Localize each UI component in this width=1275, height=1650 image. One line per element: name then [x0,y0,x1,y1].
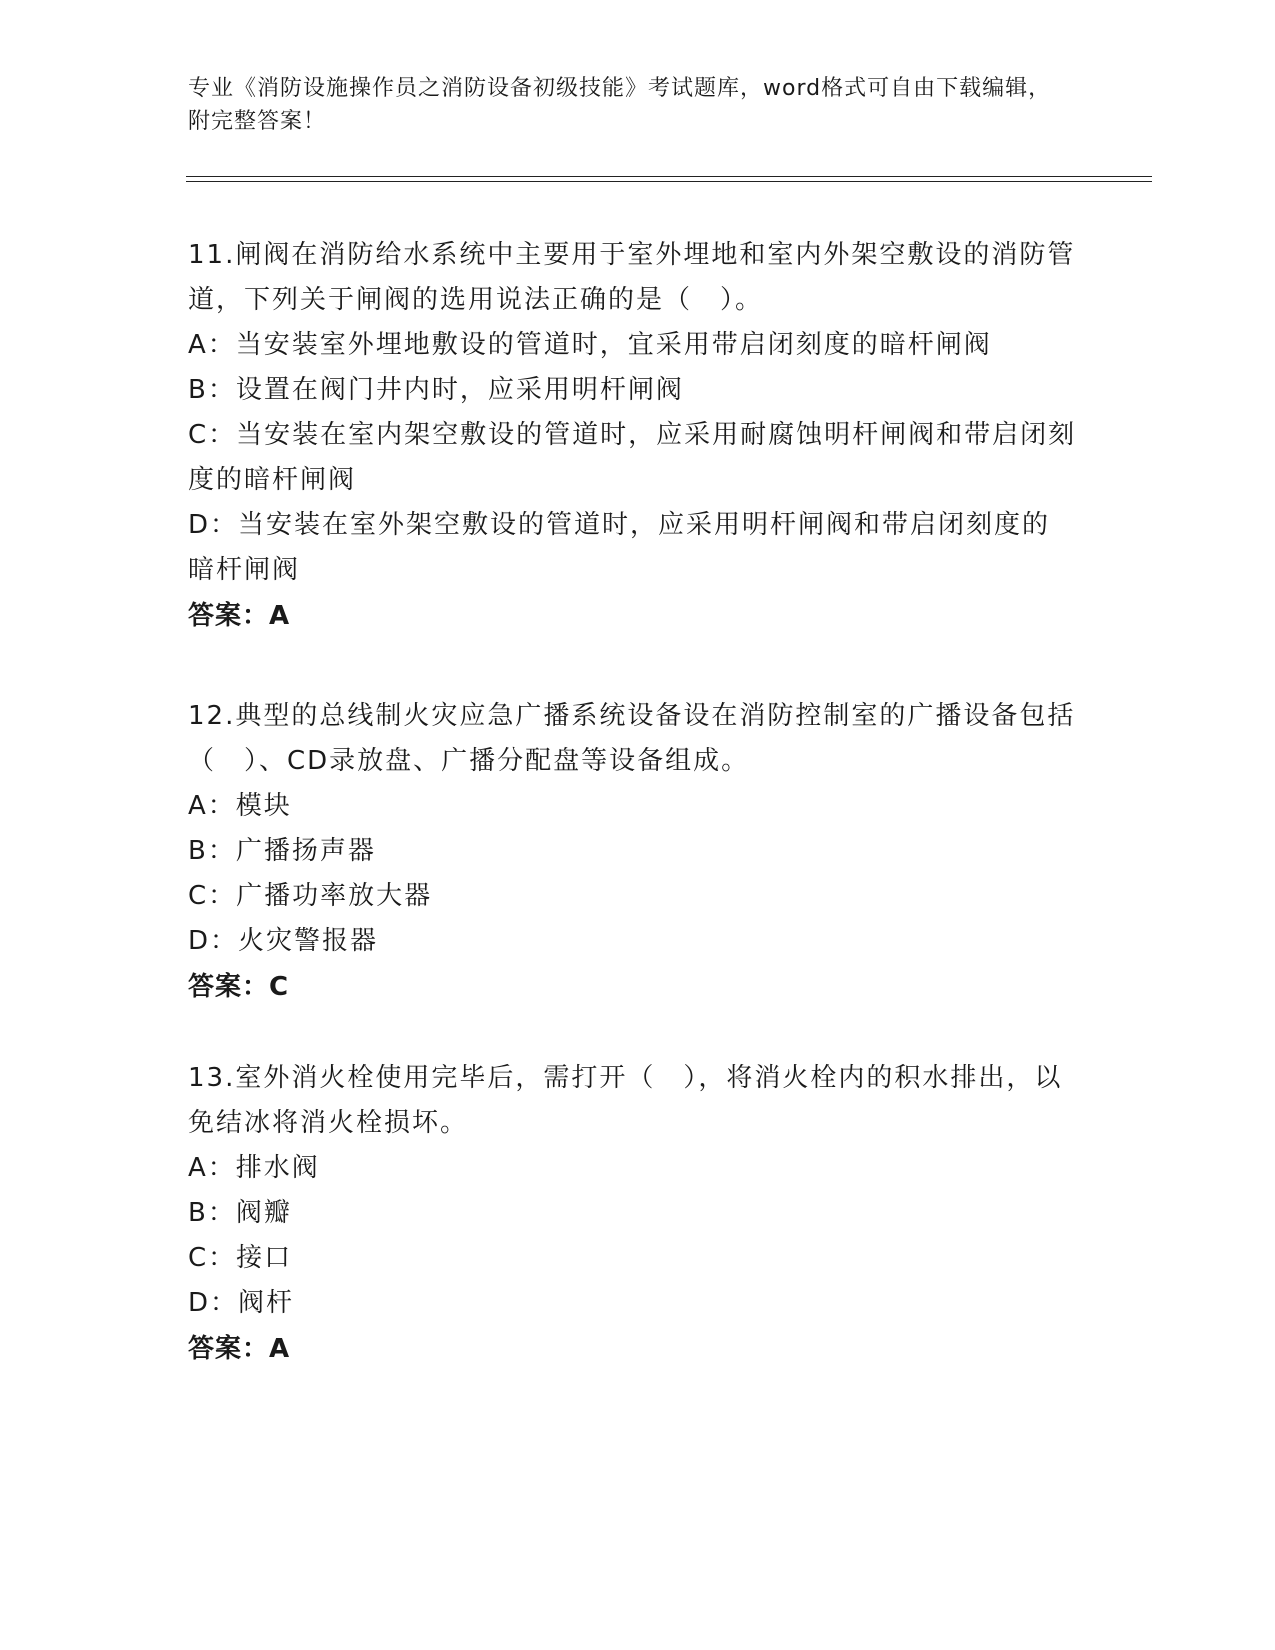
header-divider-bottom [186,181,1152,182]
option-d: D：当安装在室外架空敷设的管道时，应采用明杆闸阀和带启闭刻度的暗杆闸阀 [188,510,1051,585]
option-a: A：模块 [188,791,292,821]
question-11 [188,233,1078,639]
document-header: 专业《消防设施操作员之消防设备初级技能》考试题库，word格式可自由下载编辑，附完整答案！ [188,76,1052,134]
option-b: B：阀瓣 [188,1198,292,1228]
answer: 答案：A [188,601,291,631]
option-a: A：排水阀 [188,1153,320,1183]
option-b: B：广播扬声器 [188,836,376,866]
option-d: D：阀杆 [188,1288,295,1318]
answer: 答案：C [188,972,290,1002]
header-divider-top [186,176,1152,177]
question-stem: 13.室外消火栓使用完毕后，需打开（ ），将消火栓内的积水排出，以免结冰将消火栓损坏。 [188,1063,1063,1138]
option-d: D：火灾警报器 [188,926,379,956]
question-stem: 12.典型的总线制火灾应急广播系统设备设在消防控制室的广播设备包括（ ）、CD录放盘、广播分配盘等设备组成。 [188,701,1076,776]
option-c: C：接口 [188,1243,293,1273]
question-13 [188,1056,1078,1372]
question-12 [188,694,1078,1010]
option-c: C：广播功率放大器 [188,881,433,911]
question-stem: 11.闸阀在消防给水系统中主要用于室外埋地和室内外架空敷设的消防管道，下列关于闸阀的选用说法正确的是（ ）。 [188,240,1076,315]
option-c: C：当安装在室内架空敷设的管道时，应采用耐腐蚀明杆闸阀和带启闭刻度的暗杆闸阀 [188,420,1077,495]
option-b: B：设置在阀门井内时，应采用明杆闸阀 [188,375,684,405]
answer: 答案：A [188,1334,291,1364]
option-a: A：当安装室外埋地敷设的管道时，宜采用带启闭刻度的暗杆闸阀 [188,330,992,360]
